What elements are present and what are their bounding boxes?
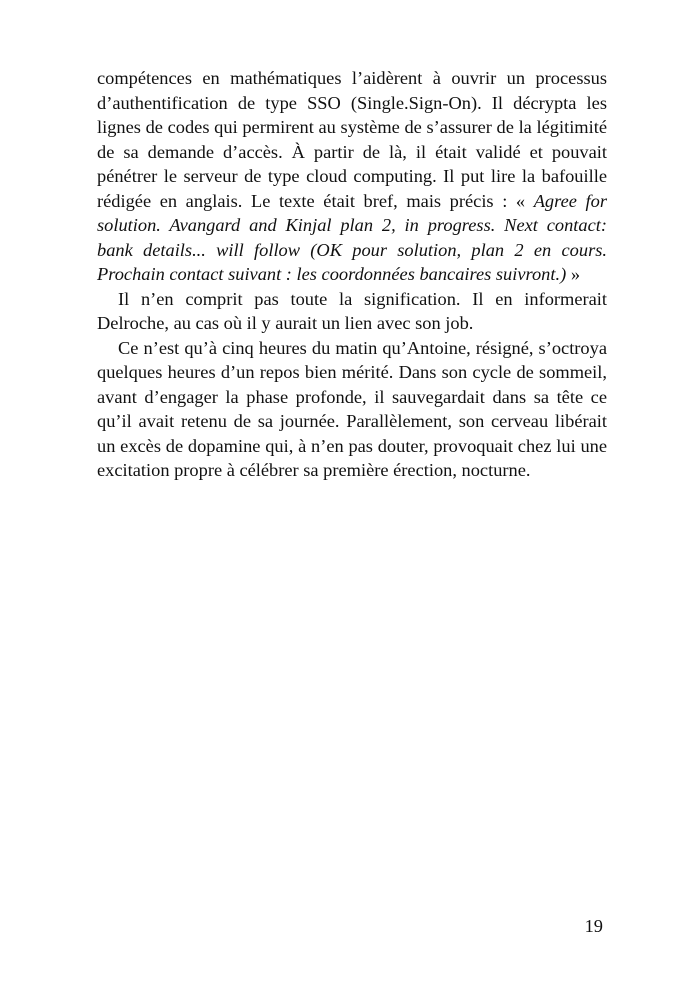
closing-guillemet: » [566,264,581,284]
paragraph-1 [97,66,607,287]
paragraph-1-text: compétences en mathématiques l’aidèrent à ouvrir un processus d’authentification de type SSO (Single.Sign-On). Il décrypta les lignes de codes qui permirent au système de s’assurer de la légitimité de sa demande d’accès. À partir de là, il était validé et pouvait pénétrer le serveur de type cloud computing. Il put lire la bafouille rédigée en anglais. Le texte était bref, mais précis : « [97,68,607,211]
page-number: 19 [584,916,603,936]
english-message-quote: Agree for solution. Avangard and Kinjal plan 2, in progress. Next contact: bank details... will follow (OK pour solution, plan 2 en cours. Prochain contact suivant : les coordonnées bancaires suivront.) [97,190,607,284]
paragraph-3: Ce n’est qu’à cinq heures du matin qu’Antoine, résigné, s’octroya quelques heures d’un repos bien mérité. Dans son cycle de sommeil, avant d’engager la phase profonde, il sauvegardait dans sa tête ce qu’il avait retenu de sa journée. Parallèlement, son cerveau libérait un excès de dopamine qui, à n’en pas douter, provoquait chez lui une excitation propre à célébrer sa première érection, nocturne. [97,337,607,480]
paragraph-2: Il n’en comprit pas toute la signification. Il en informerait Delroche, au cas où il y aurait un lien avec son job. [97,288,607,333]
body-text [97,66,607,483]
